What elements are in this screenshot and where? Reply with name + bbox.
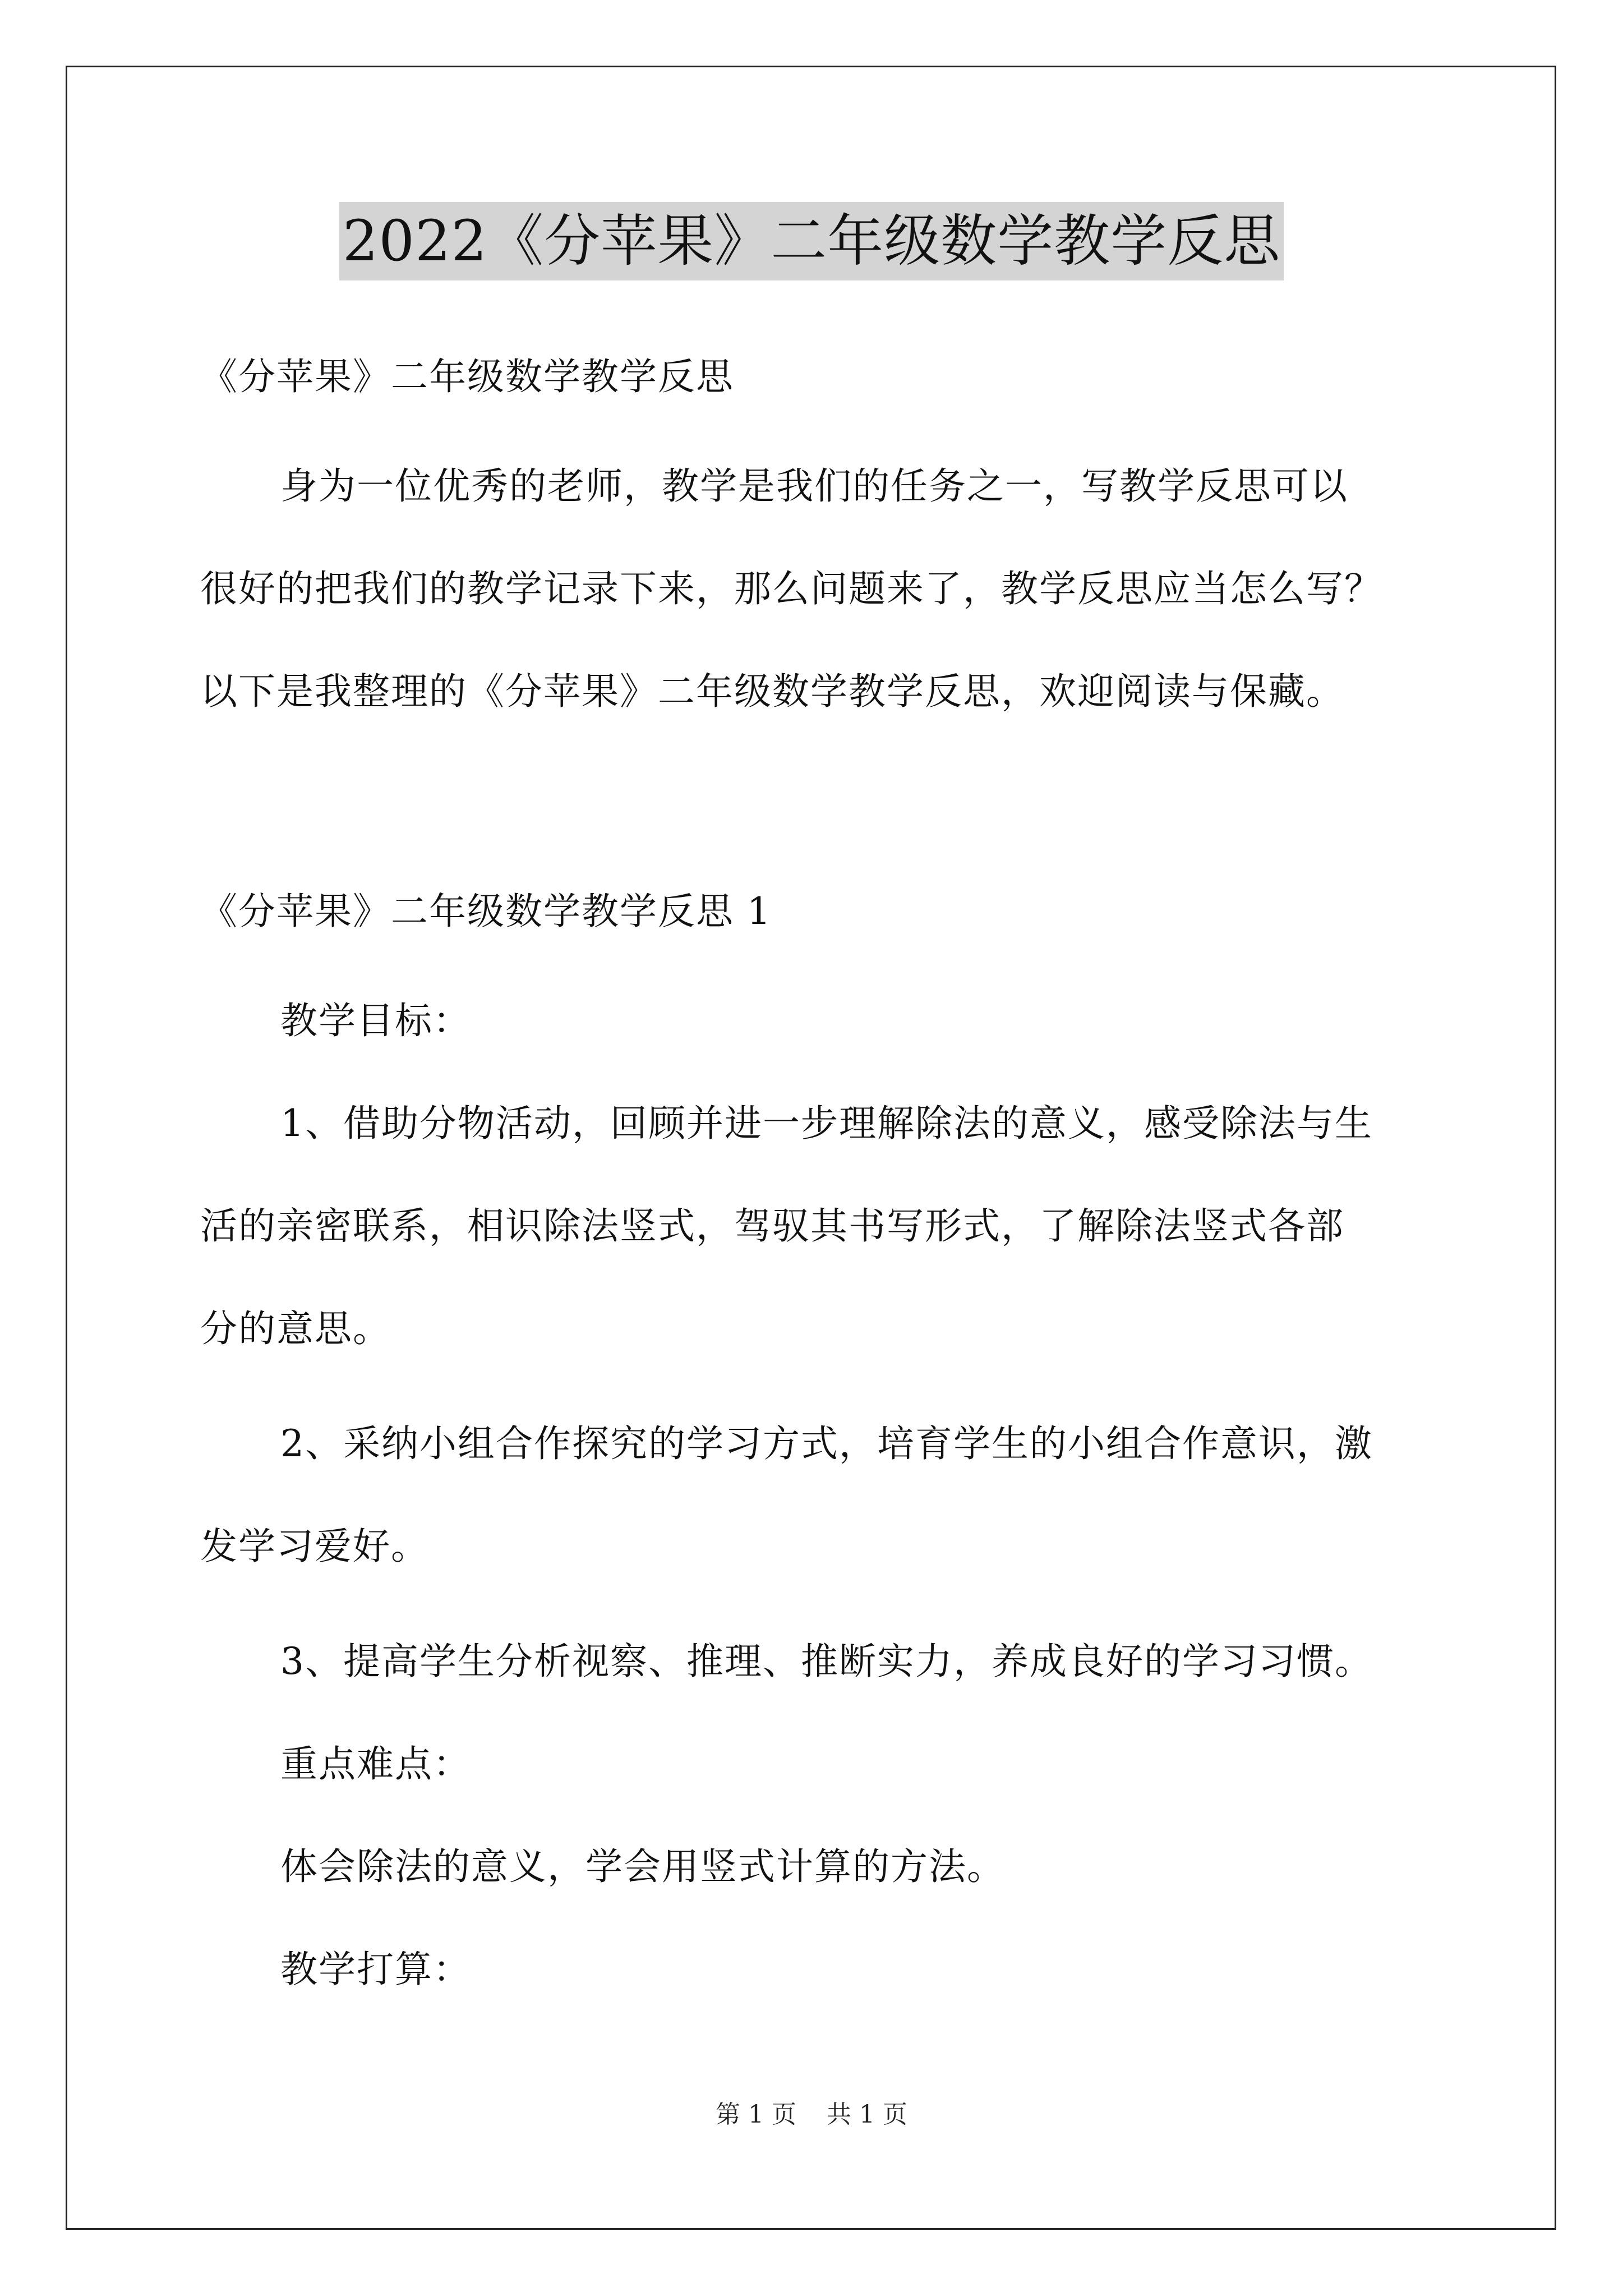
goal-1-line-1: 1、借助分物活动，回顾并进一步理解除法的意义，感受除法与生: [280, 1102, 1373, 1145]
page-number: 第 1 页: [716, 2100, 796, 2129]
intro-line-2: 很好的把我们的教学记录下来，那么问题来了，教学反思应当怎么写？: [200, 567, 1382, 610]
preparation-label: 教学打算：: [280, 1948, 471, 1991]
document-title: 2022《分苹果》二年级数学教学反思: [339, 202, 1284, 280]
intro-line-3: 以下是我整理的《分苹果》二年级数学教学反思，欢迎阅读与保藏。: [200, 670, 1344, 713]
key-points-label: 重点难点：: [280, 1742, 471, 1786]
key-points-text: 体会除法的意义，学会用竖式计算的方法。: [280, 1845, 1005, 1888]
goal-3: 3、提高学生分析视察、推理、推断实力，养成良好的学习习惯。: [280, 1640, 1373, 1683]
title-container: [0, 202, 1623, 280]
goals-label: 教学目标：: [280, 999, 471, 1042]
goal-1-line-3: 分的意思。: [200, 1307, 391, 1350]
page-footer: [0, 2098, 1623, 2132]
document-subtitle: 《分苹果》二年级数学教学反思: [200, 355, 734, 398]
intro-line-1: 身为一位优秀的老师，教学是我们的任务之一，写教学反思可以: [280, 464, 1348, 508]
page-total: 共 1 页: [827, 2100, 907, 2129]
goal-1-line-2: 活的亲密联系，相识除法竖式，驾驭其书写形式，了解除法竖式各部: [200, 1204, 1344, 1248]
goal-2-line-1: 2、采纳小组合作探究的学习方式，培育学生的小组合作意识，激: [280, 1422, 1373, 1465]
goal-2-line-2: 发学习爱好。: [200, 1525, 429, 1568]
section-heading: 《分苹果》二年级数学教学反思 1: [200, 890, 772, 933]
